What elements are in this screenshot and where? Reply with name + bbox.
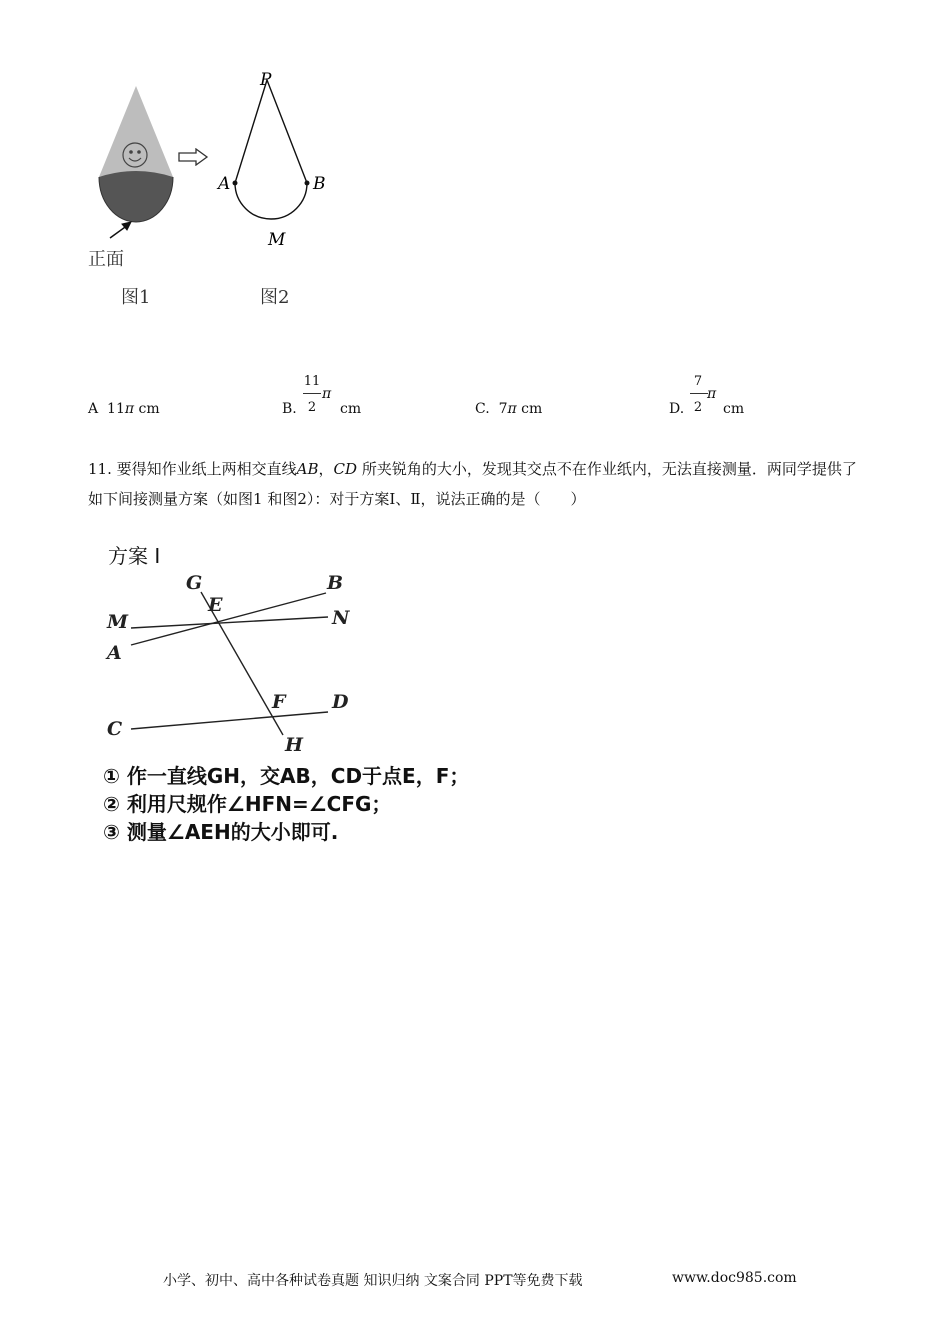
option-b-fraction-bar <box>303 393 321 394</box>
label-d: D <box>332 691 349 713</box>
option-d-pi: π <box>707 386 717 402</box>
option-c <box>475 401 542 417</box>
figure-1-caption: 图1 <box>121 287 151 308</box>
point-a <box>233 181 238 186</box>
label-p: P <box>260 70 272 90</box>
front-pointer-arrow-icon <box>110 222 131 238</box>
option-b-numerator: 11 <box>303 374 321 389</box>
option-c-value: 7 <box>498 401 508 417</box>
line-cd <box>131 712 328 729</box>
footer-text: 小学、初中、高中各种试卷真题 知识归纳 文案合同 PPT等免费下载 <box>163 1273 583 1289</box>
option-b-unit: cm <box>340 401 362 417</box>
label-n: N <box>332 607 350 629</box>
option-c-label: C. <box>475 401 490 417</box>
option-d-label: D. <box>669 401 685 417</box>
scheme-1-diagram <box>100 565 370 760</box>
pi-symbol: π <box>124 401 135 417</box>
option-a <box>88 401 160 417</box>
label-b: B <box>313 174 326 194</box>
label-h: H <box>285 734 303 756</box>
option-d-unit: cm <box>723 401 745 417</box>
cone-top <box>99 86 173 177</box>
option-b-denominator: 2 <box>307 400 317 415</box>
label-a: A <box>107 642 122 664</box>
pi-symbol: π <box>507 401 517 417</box>
label-m: M <box>268 230 286 250</box>
option-a-unit: cm <box>138 401 160 417</box>
point-b <box>305 181 310 186</box>
label-g: G <box>186 572 203 594</box>
option-d-numerator: 7 <box>693 374 703 389</box>
option-d-denominator: 2 <box>693 400 703 415</box>
footer-url[interactable]: www.doc985.com <box>672 1270 797 1286</box>
scheme-1-step-2: ② 利用尺规作∠HFN=∠CFG； <box>103 792 392 816</box>
option-c-unit: cm <box>521 401 543 417</box>
label-b: B <box>327 572 344 594</box>
option-b-pi: π <box>322 386 332 402</box>
label-c: C <box>107 718 123 740</box>
figure-2-teardrop <box>210 65 340 255</box>
option-a-label: A <box>88 401 99 417</box>
figure-2-caption: 图2 <box>260 287 290 308</box>
question-11-text: 11. 要得知作业纸上两相交直线AB，CD 所夹锐角的大小，发现其交点不在作业纸内，无法直接测量．两同学提供了如下间接测量方案（如图1 和图2）：对于方案Ⅰ、Ⅱ，说法正确的是（ ） <box>88 460 857 508</box>
label-e: E <box>208 594 223 616</box>
label-m: M <box>107 611 129 633</box>
option-b-label: B. <box>282 401 297 417</box>
front-label: 正面 <box>88 249 124 270</box>
option-a-value: 11 <box>107 401 125 417</box>
label-f: F <box>272 691 286 713</box>
scheme-1-step-1: ① 作一直线GH，交AB，CD于点E，F； <box>103 764 470 788</box>
teardrop-outline <box>235 80 307 219</box>
hollow-right-arrow-icon <box>178 148 210 166</box>
scheme-1-step-3: ③ 测量∠AEH的大小即可. <box>103 820 339 844</box>
label-a: A <box>218 174 231 194</box>
option-d-fraction-bar <box>690 393 708 394</box>
question-number: 11. <box>88 460 112 478</box>
scheme-1-title: 方案 I <box>108 544 161 568</box>
